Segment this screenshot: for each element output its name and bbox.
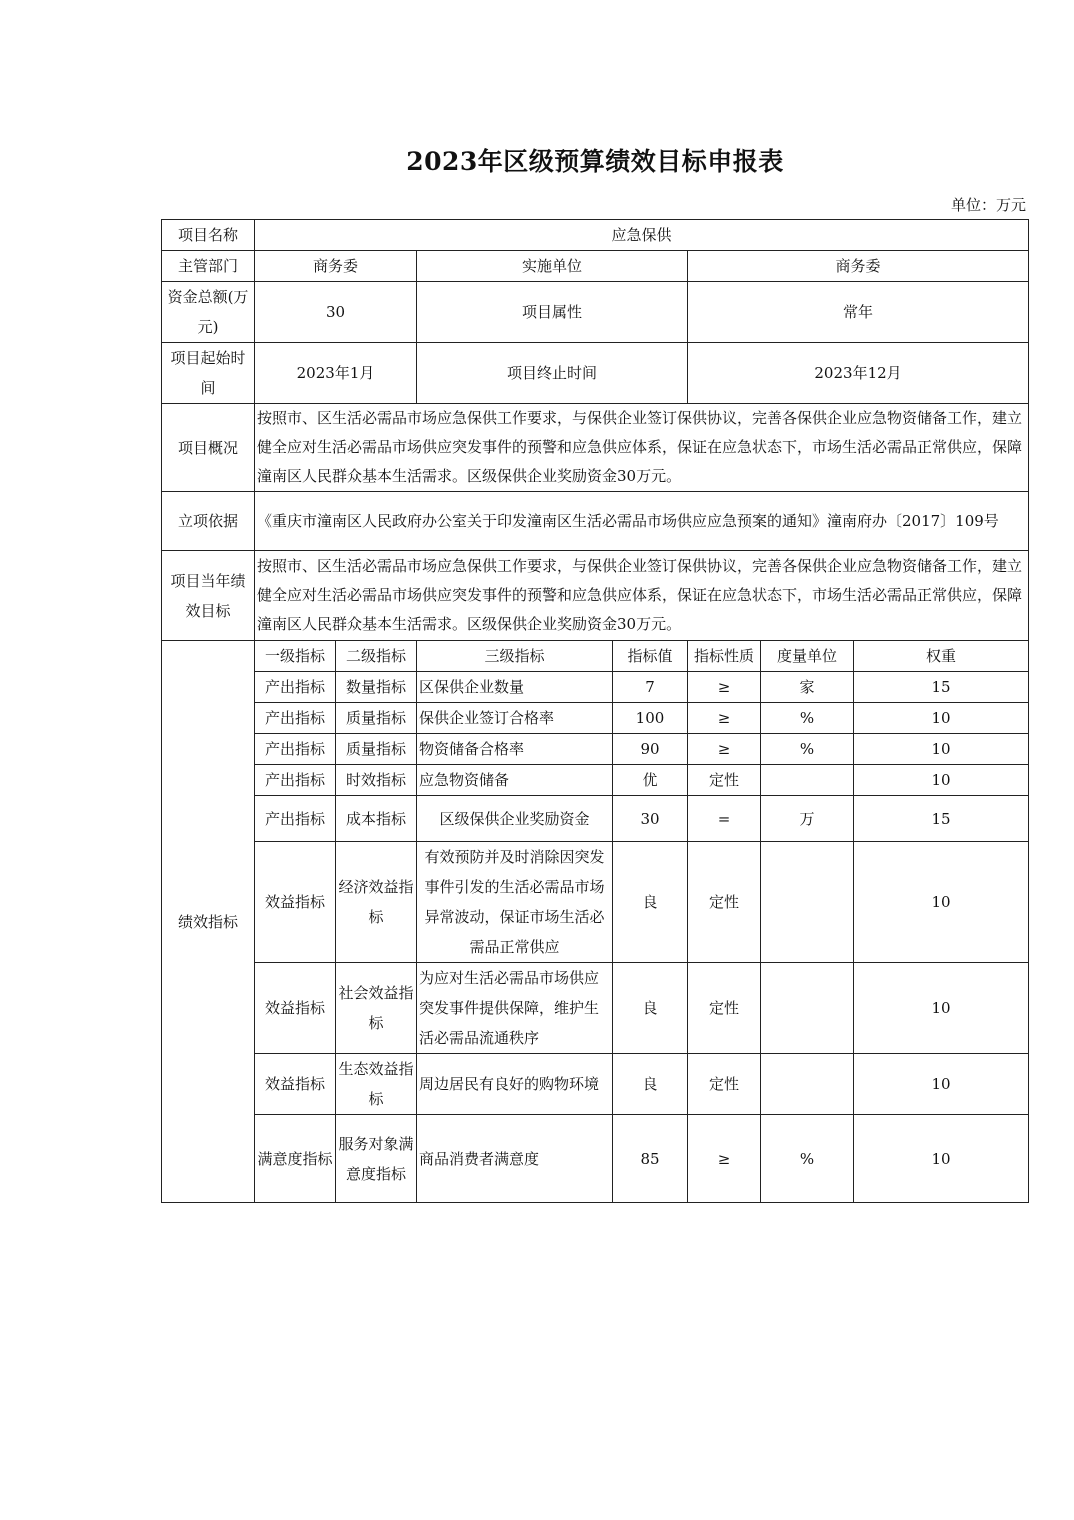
row-overview xyxy=(162,404,1029,492)
cell-level3: 区级保供企业奖励资金 xyxy=(417,796,613,842)
cell-level1: 产出指标 xyxy=(255,734,336,765)
funds-value: 30 xyxy=(255,282,417,343)
table-row xyxy=(162,1054,1029,1115)
table-row xyxy=(162,734,1029,765)
funds-label: 资金总额(万元) xyxy=(162,282,255,343)
cell-value: 100 xyxy=(613,703,688,734)
table-row xyxy=(162,1115,1029,1203)
cell-unit: % xyxy=(761,1115,854,1203)
cell-nature: 定性 xyxy=(688,765,761,796)
cell-weight: 10 xyxy=(854,842,1029,963)
cell-nature: 定性 xyxy=(688,842,761,963)
cell-level3: 商品消费者满意度 xyxy=(417,1115,613,1203)
cell-nature: 定性 xyxy=(688,963,761,1054)
cell-level1: 效益指标 xyxy=(255,1054,336,1115)
cell-unit: 万 xyxy=(761,796,854,842)
header-weight: 权重 xyxy=(854,641,1029,672)
dept-label: 主管部门 xyxy=(162,251,255,282)
cell-value: 良 xyxy=(613,963,688,1054)
cell-value: 7 xyxy=(613,672,688,703)
cell-level3: 区保供企业数量 xyxy=(417,672,613,703)
cell-level2: 质量指标 xyxy=(336,703,417,734)
cell-level3: 周边居民有良好的购物环境 xyxy=(417,1054,613,1115)
row-basis xyxy=(162,492,1029,551)
attr-label: 项目属性 xyxy=(417,282,688,343)
table-row xyxy=(162,672,1029,703)
overview-label: 项目概况 xyxy=(162,404,255,492)
indicators-section-label: 绩效指标 xyxy=(162,641,255,1203)
row-project-name xyxy=(162,220,1029,251)
cell-value: 良 xyxy=(613,842,688,963)
row-time xyxy=(162,343,1029,404)
cell-nature: = xyxy=(688,796,761,842)
cell-level1: 产出指标 xyxy=(255,796,336,842)
table-row xyxy=(162,796,1029,842)
cell-value: 良 xyxy=(613,1054,688,1115)
basis-label: 立项依据 xyxy=(162,492,255,551)
row-goal xyxy=(162,551,1029,641)
header-level1: 一级指标 xyxy=(255,641,336,672)
cell-weight: 10 xyxy=(854,963,1029,1054)
header-level3: 三级指标 xyxy=(417,641,613,672)
cell-level1: 满意度指标 xyxy=(255,1115,336,1203)
cell-level3: 物资储备合格率 xyxy=(417,734,613,765)
cell-value: 85 xyxy=(613,1115,688,1203)
goal-text: 按照市、区生活必需品市场应急保供工作要求，与保供企业签订保供协议，完善各保供企业应急物资储备工作，建立健全应对生活必需品市场供应突发事件的预警和应急供应体系，保证在应急状态下，市场生活必需品正常供应，保障潼南区人民群众基本生活需求。区级保供企业奖励资金30万元。 xyxy=(255,551,1029,641)
header-level2: 二级指标 xyxy=(336,641,417,672)
cell-unit: % xyxy=(761,703,854,734)
cell-level2: 社会效益指标 xyxy=(336,963,417,1054)
cell-nature: ≥ xyxy=(688,672,761,703)
cell-level2: 质量指标 xyxy=(336,734,417,765)
header-value: 指标值 xyxy=(613,641,688,672)
cell-nature: ≥ xyxy=(688,703,761,734)
dept-value: 商务委 xyxy=(255,251,417,282)
cell-level1: 产出指标 xyxy=(255,703,336,734)
cell-level2: 成本指标 xyxy=(336,796,417,842)
cell-unit xyxy=(761,1054,854,1115)
table-row xyxy=(162,765,1029,796)
cell-weight: 10 xyxy=(854,1054,1029,1115)
document-title: 2023年区级预算绩效目标申报表 xyxy=(406,147,784,176)
end-label: 项目终止时间 xyxy=(417,343,688,404)
cell-value: 30 xyxy=(613,796,688,842)
cell-nature: ≥ xyxy=(688,1115,761,1203)
cell-level2: 时效指标 xyxy=(336,765,417,796)
indicator-header-row xyxy=(162,641,1029,672)
cell-level1: 效益指标 xyxy=(255,842,336,963)
attr-value: 常年 xyxy=(688,282,1029,343)
impl-value: 商务委 xyxy=(688,251,1029,282)
cell-level3: 为应对生活必需品市场供应突发事件提供保障，维护生活必需品流通秩序 xyxy=(417,963,613,1054)
cell-level1: 产出指标 xyxy=(255,672,336,703)
overview-text: 按照市、区生活必需品市场应急保供工作要求，与保供企业签订保供协议，完善各保供企业应急物资储备工作，建立健全应对生活必需品市场供应突发事件的预警和应急供应体系，保证在应急状态下，市场生活必需品正常供应，保障潼南区人民群众基本生活需求。区级保供企业奖励资金30万元。 xyxy=(255,404,1029,492)
cell-weight: 15 xyxy=(854,672,1029,703)
header-unit: 度量单位 xyxy=(761,641,854,672)
start-value: 2023年1月 xyxy=(255,343,417,404)
cell-weight: 15 xyxy=(854,796,1029,842)
cell-weight: 10 xyxy=(854,703,1029,734)
end-value: 2023年12月 xyxy=(688,343,1029,404)
cell-level1: 效益指标 xyxy=(255,963,336,1054)
cell-nature: ≥ xyxy=(688,734,761,765)
start-label: 项目起始时间 xyxy=(162,343,255,404)
cell-value: 90 xyxy=(613,734,688,765)
cell-unit: % xyxy=(761,734,854,765)
cell-level3: 应急物资储备 xyxy=(417,765,613,796)
project-name-label: 项目名称 xyxy=(162,220,255,251)
project-name-value: 应急保供 xyxy=(255,220,1029,251)
cell-value: 优 xyxy=(613,765,688,796)
unit-note: 单位：万元 xyxy=(950,196,1026,214)
cell-unit xyxy=(761,765,854,796)
cell-weight: 10 xyxy=(854,1115,1029,1203)
cell-level3: 有效预防并及时消除因突发事件引发的生活必需品市场异常波动，保证市场生活必需品正常供应 xyxy=(417,842,613,963)
budget-performance-table xyxy=(161,219,1029,1203)
cell-level1: 产出指标 xyxy=(255,765,336,796)
cell-unit xyxy=(761,963,854,1054)
table-row xyxy=(162,842,1029,963)
cell-unit xyxy=(761,842,854,963)
impl-label: 实施单位 xyxy=(417,251,688,282)
cell-level2: 数量指标 xyxy=(336,672,417,703)
cell-weight: 10 xyxy=(854,734,1029,765)
cell-nature: 定性 xyxy=(688,1054,761,1115)
cell-level2: 服务对象满意度指标 xyxy=(336,1115,417,1203)
cell-level2: 经济效益指标 xyxy=(336,842,417,963)
row-department xyxy=(162,251,1029,282)
basis-text: 《重庆市潼南区人民政府办公室关于印发潼南区生活必需品市场供应应急预案的通知》潼南府办〔2017〕109号 xyxy=(255,492,1029,551)
cell-unit: 家 xyxy=(761,672,854,703)
cell-level2: 生态效益指标 xyxy=(336,1054,417,1115)
goal-label: 项目当年绩效目标 xyxy=(162,551,255,641)
header-nature: 指标性质 xyxy=(688,641,761,672)
table-row xyxy=(162,963,1029,1054)
cell-level3: 保供企业签订合格率 xyxy=(417,703,613,734)
row-funds xyxy=(162,282,1029,343)
table-row xyxy=(162,703,1029,734)
cell-weight: 10 xyxy=(854,765,1029,796)
